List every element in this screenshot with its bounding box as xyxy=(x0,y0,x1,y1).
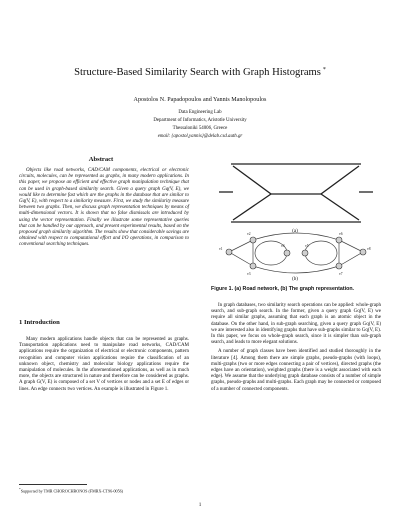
node-label: v8 xyxy=(367,247,371,251)
graph-node xyxy=(250,237,256,243)
node-label: v2 xyxy=(247,232,251,236)
graph-node xyxy=(226,249,232,255)
paper-title: Structure-Based Similarity Search with Graph Histograms * xyxy=(74,67,326,78)
abstract-paragraph: Objects like road networks, CAD/CAM components, electrical or electronic circuits, molecules, can be represented as graphs, in many modern applications. In this paper, we propose an efficient and effective graph manipulation technique that can be used in graph-based similarity search. Given a query graph Gq(V, E), we would like to determine fast which are the graphs in the database that are similar to Gq(V, E), with respect to a similarity measure. First, we study the similarity measure between two graphs. Then, we discuss graph representation techniques by means of multi-dimensional vectors. It is shown that no false dismissals are introduced by using the vector representation. Finally we illustrate some representative queries that can be handled by our approach, and present experimental results, based on the proposed graph similarity algorithm. The results show that considerable savings are obtained with respect to computational effort and I/O operations, in comparison to conventional searching techniques. xyxy=(19,168,189,248)
authors: Apostolos N. Papadopoulos and Yannis Manolopoulos xyxy=(133,97,267,103)
node-label: v5 xyxy=(305,244,309,248)
intro-left-column xyxy=(19,337,189,396)
node-label: v3 xyxy=(247,272,251,276)
intro-right-column xyxy=(211,303,381,396)
page-number: 1 xyxy=(198,502,202,508)
fig-label-b: (b) xyxy=(292,277,298,281)
node-label: v7 xyxy=(339,272,343,276)
node-label: v6 xyxy=(339,232,343,236)
node-label: v1 xyxy=(219,247,223,251)
affiliation-lab: Data Engineering Lab xyxy=(178,110,222,115)
figure-caption: Figure 1. (a) Road network, (b) The graph representation. xyxy=(211,286,355,292)
graph-node xyxy=(336,237,342,243)
node-label: v4 xyxy=(281,244,285,248)
figure-1 xyxy=(211,156,381,281)
footnote-mark: * xyxy=(19,487,21,491)
graph-node xyxy=(360,249,366,255)
affiliation-address: Thessaloniki 54006, Greece xyxy=(172,126,228,131)
footnote-rule xyxy=(19,484,87,485)
abstract-heading: Abstract xyxy=(88,156,114,163)
title-footnote-mark: * xyxy=(322,67,326,73)
intro-paragraph: A number of graph classes have been identified and studied thoroughly in the literature [4]. Among them there are simple graphs, pseudo-graphs (with loops), multi-graphs (two or more edges connecting a pair of vertices), directed graphs (the edges have an orientation), weighted graphs (there is a weight associated with each edge). We assume that the underlying graph database consists of a number of simple graphs, pseudo-graphs and multi-graphs. Each graph may be connected or composed of a number of connected components. xyxy=(211,349,381,392)
graph-node xyxy=(336,263,342,269)
graph-node xyxy=(284,250,290,256)
affiliation-email: email: {apostol,yannis}@delab.csd.auth.gr xyxy=(157,134,243,139)
affiliation-department: Department of Informatics, Aristotle University xyxy=(153,118,247,123)
graph-node xyxy=(250,263,256,269)
road-network-drawing xyxy=(219,164,373,222)
graph-node-labels xyxy=(219,232,371,276)
intro-paragraph: In graph databases, two similarity search operations can be applied: whole-graph search, and sub-graph search. In the former, given a query graph Gq(V, E) we require all similar graphs, assuming that each graph is an atomic object in the database. On the other hand, in sub-graph searching, given a query graph Gq(V, E) we are interested also in identifying graphs that have sub-graphs similar to Gq(V, E). In this paper, we focus on whole-graph search, since it is simpler than sub-graph search, and leads to more elegant solutions. xyxy=(211,303,381,346)
section-heading-introduction: 1 Introduction xyxy=(19,319,60,326)
graph-edges xyxy=(229,233,363,273)
fig-label-a: (a) xyxy=(292,229,298,234)
intro-paragraph: Many modern applications handle objects that can be represented as graphs. Transportation applications need to manipulate road networks, CAD/CAM applications require the organization of electrical or electronic components, pattern recognition and computer vision applications require the classification of an unknown object, chemistry and molecular biology applications require the manipulation of molecules. In the aforementioned applications, as well as in much more, the objects are structured in nature and therefore can be considered as graphs. A graph G(V, E) is composed of a set V of vertices or nodes and a set E of edges or lines. An edge connects two vertices. An example is illustrated in Figure 1. xyxy=(19,337,189,392)
graph-nodes xyxy=(226,237,366,269)
graph-node xyxy=(302,250,308,256)
footnote: *Supported by TMR CHOROCHRONOS (FMRX-CT96-0056) xyxy=(19,487,124,494)
abstract-body xyxy=(19,168,189,249)
